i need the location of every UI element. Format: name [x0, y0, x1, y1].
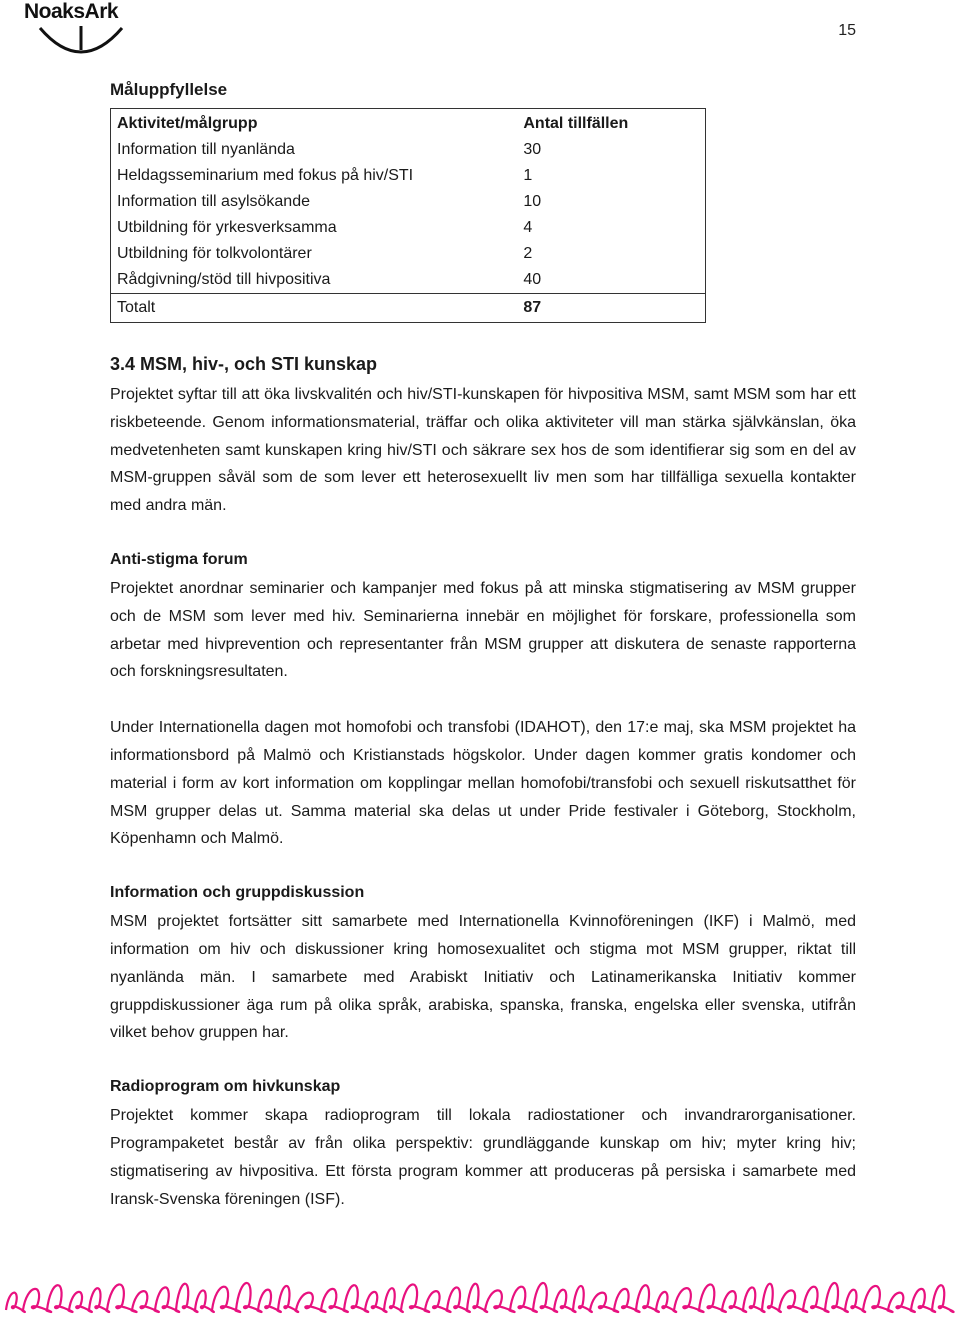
footer-loop	[384, 1288, 403, 1312]
section-intro-paragraph: Projektet syftar till att öka livskvalitén och hiv/STI-kunskapen för hivpositiva MSM, samt MSM som har ett riskbeteende. Genom informationsmaterial, träffar och olika aktiviteter vill man stärka självkänslan, öka medvetenheten samt kunskapen kring hiv/STI och säkrare sex hos de som identifierar sig som en del av MSM-gruppen såväl som de som lever ett heterosexuellt liv men som har tillfälliga sexuella kontakter med andra män.	[110, 386, 856, 515]
anti-stigma-heading: Anti-stigma forum	[110, 550, 248, 568]
total-value: 87	[517, 294, 705, 323]
total-label: Totalt	[111, 294, 518, 323]
footer-decorative-pattern	[0, 1262, 960, 1326]
activity-cell: Information till asylsökande	[117, 193, 310, 210]
footer-loop	[932, 1285, 954, 1312]
activity-cell: Utbildning för yrkesverksamma	[117, 219, 337, 236]
count-cell: 1	[523, 167, 533, 184]
activity-cell: Heldagsseminarium med fokus på hiv/STI	[117, 167, 414, 184]
info-group-heading: Information och gruppdiskussion	[110, 884, 365, 902]
table-row	[111, 137, 706, 163]
count-cell: 2	[523, 245, 533, 262]
table-row	[111, 241, 706, 267]
info-group-paragraph: MSM projektet fortsätter sitt samarbete med Internationella Kvinnoföreningen (IKF) i Malmö, med information om hiv och diskussioner kring homosexualitet och stigma mot MSM grupper, riktat till nyanlända män. I samarbete med Arabiskt Initiativ och Latinamerikanska Initiativ kommer gruppdiskussioner äga rum på olika språk, arabiska, spanska, franska, engelska eller svenska, utifrån vilket behov gruppen har.	[110, 913, 856, 1042]
table-row	[111, 163, 706, 189]
activity-cell: Rådgivning/stöd till hivpositiva	[117, 271, 331, 288]
logo-arc-icon	[36, 24, 126, 60]
column-header-activity: Aktivitet/målgrupp	[117, 115, 258, 132]
footer-loop	[467, 1284, 487, 1312]
count-cell: 4	[523, 219, 533, 236]
footer-loop	[195, 1290, 214, 1312]
activities-table	[110, 108, 706, 323]
table-total-row	[111, 294, 706, 323]
table-row	[111, 189, 706, 215]
table-header-row	[111, 109, 706, 138]
anti-stigma-paragraph-2: Under Internationella dagen mot homofobi och transfobi (IDAHOT), den 17:e maj, ska MSM projektet ha informationsbord på Malmö och Kristianstads högskolor. Under dagen kommer gratis kondomer och material i form av kort information om kopplingar mellan homofobi/transfobi och sexuell riskutsatthet för MSM grupper delas ut. Samma material ska delas ut under Pride festivaler i Göteborg, Stockholm, Köpenhamn och Malmö.	[110, 719, 856, 848]
column-header-count: Antal tillfällen	[523, 115, 629, 132]
table-caption: Måluppfyllelse	[110, 80, 228, 99]
count-cell: 10	[523, 193, 542, 210]
page-number: 15	[838, 22, 856, 39]
count-cell: 30	[523, 141, 542, 158]
footer-loop	[573, 1286, 592, 1312]
count-cell: 40	[523, 271, 542, 288]
paragraph-spacer	[110, 686, 856, 714]
logo-text: NoaksArk	[24, 0, 119, 23]
table-row	[111, 267, 706, 294]
radio-heading: Radioprogram om hivkunskap	[110, 1078, 341, 1096]
footer-loop	[762, 1284, 781, 1312]
page-content	[110, 78, 856, 1213]
radio-paragraph: Projektet kommer skapa radioprogram till lokala radiostationer och invandrarorganisationer. Programpaketet består av från olika perspektiv: grundläggande kunskap om hiv; myter kring hiv; stigmatisering av hivpositiva. Ett första program kommer att produceras på persiska i samarbete med Iransk-Svenska föreningen (ISF).	[110, 1107, 856, 1208]
table-row	[111, 215, 706, 241]
footer-loop	[278, 1286, 298, 1312]
anti-stigma-paragraph-1: Projektet anordnar seminarier och kampanjer med fokus på att minska stigmatisering av MSM grupper och de MSM som lever med hiv. Seminarierna innebär en möjlighet för forskare, professionella som arbetar med hivprevention och representanter från MSM grupper att diskutera de senaste rapporterna och forskningsresultaten.	[110, 579, 856, 681]
activity-cell: Information till nyanlända	[117, 141, 295, 158]
noaksark-logo	[24, 0, 134, 62]
section-heading: 3.4 MSM, hiv-, och STI kunskap	[110, 354, 378, 374]
activity-cell: Utbildning för tolkvolontärer	[117, 245, 312, 262]
